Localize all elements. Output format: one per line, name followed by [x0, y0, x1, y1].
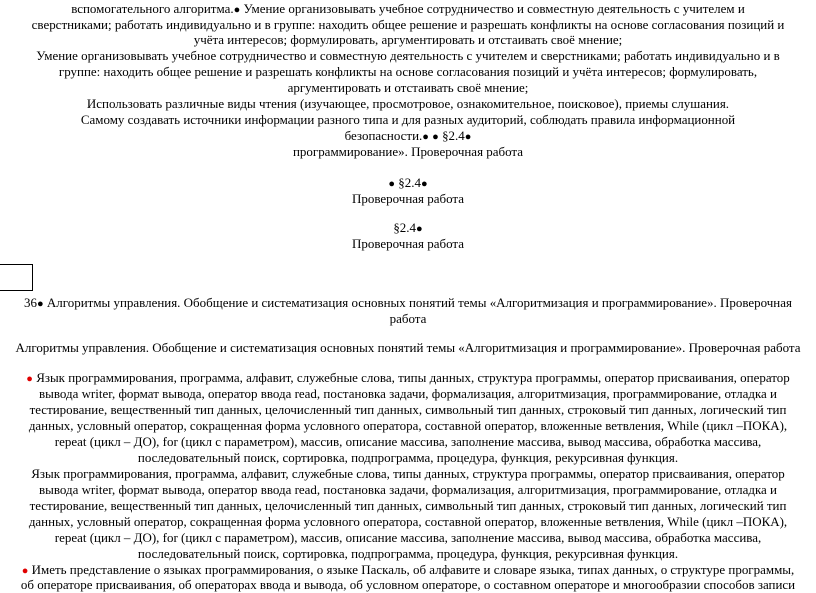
- text-line: Самому создавать источники информации разного типа и для разных аудиторий, соблюдать правила информационной: [80, 112, 736, 127]
- lesson-number: 36: [24, 295, 38, 310]
- text-fragment: Умение организовывать учебное сотрудничество и совместную деятельность с учителем и: [240, 1, 745, 16]
- text-line: тестирование, вещественный тип данных, целочисленный тип данных, символьный тип данных, строковый тип данных, логический тип: [29, 402, 787, 417]
- bullet-icon: ●: [26, 373, 33, 385]
- text-line: Умение организовывать учебное сотрудничество и совместную деятельность с учителем и сверстниками; работать индивидуально и в: [36, 48, 780, 63]
- text-fragment: Иметь представление о языках программирования, о языке Паскаль, об алфавите и словаре языка, типах данных, о структуре программы,: [28, 562, 795, 577]
- bullet-icon: ●: [388, 178, 396, 190]
- bullet-icon: ●: [432, 131, 439, 143]
- text-fragment: Алгоритмы управления. Обобщение и систематизация основных понятий темы «Алгоритмизация и программирование». Проверочная: [43, 295, 792, 310]
- text-line: работа: [389, 311, 427, 326]
- text-fragment: безопасности.: [344, 128, 423, 143]
- text-line: тестирование, вещественный тип данных, целочисленный тип данных, символьный тип данных, строковый тип данных, логический тип: [29, 498, 787, 513]
- text-line: Алгоритмы управления. Обобщение и систематизация основных понятий темы «Алгоритмизация и программирование». Проверочная работа: [15, 340, 801, 355]
- text-line: вывода writer, формат вывода, оператор ввода read, постановка задачи, формализация, алгоритмизация, программирование, отладка и: [38, 386, 777, 401]
- bullet-icon: ●: [422, 131, 429, 143]
- text-line: данных, условный оператор, сокращенная форма условного оператора, составной оператор, вложенные ветвления, While (цикл –ПОКА),: [28, 418, 788, 433]
- section-number: §2.4: [393, 220, 417, 235]
- text-line: repeat (цикл – ДО), for (цикл с параметром), массив, описание массива, заполнение массива, вывод массива, обработка массива,: [54, 434, 762, 449]
- text-line: учёта интересов; формулировать, аргументировать и отстаивать своё мнение;: [193, 32, 623, 47]
- table-cell-border: [0, 264, 33, 291]
- text-line: об операторе присваивания, об операторах ввода и вывода, об условном операторе, о составном операторе и многообразии способов записи: [20, 577, 796, 592]
- text-fragment: вспомогательного алгоритма.: [71, 1, 234, 16]
- bullet-icon: ●: [416, 223, 423, 235]
- text-fragment: Язык программирования, программа, алфавит, служебные слова, типы данных, структура программы, оператор присваивания, оператор: [32, 370, 790, 385]
- bullet-icon: ●: [420, 178, 428, 190]
- bullet-icon: ●: [21, 565, 29, 577]
- text-line: последовательный поиск, сортировка, подпрограмма, процедура, функция, рекурсивная функция.: [137, 546, 679, 561]
- text-line: группе: находить общее решение и разрешать конфликты на основе согласования позиций и учёта интересов; формулировать,: [58, 64, 758, 79]
- text-line: данных, условный оператор, сокращенная форма условного оператора, составной оператор, вложенные ветвления, While (цикл –ПОКА),: [28, 514, 788, 529]
- text-line: вывода writer, формат вывода, оператор ввода read, постановка задачи, формализация, алгоритмизация, программирование, отладка и: [38, 482, 777, 497]
- bullet-icon: ●: [37, 298, 44, 310]
- bullet-icon: ●: [464, 131, 472, 143]
- text-line: последовательный поиск, сортировка, подпрограмма, процедура, функция, рекурсивная функция.: [137, 450, 679, 465]
- text-line: repeat (цикл – ДО), for (цикл с параметром), массив, описание массива, заполнение массива, вывод массива, обработка массива,: [54, 530, 762, 545]
- text-line: программирование». Проверочная работа: [292, 144, 524, 159]
- section-number: §2.4: [398, 175, 421, 190]
- text-line: аргументировать и отстаивать своё мнение;: [287, 80, 529, 95]
- text-line: сверстниками; работать индивидуально и в группе: находить общее решение и разрешать конфликты на основе согласования позиций и: [31, 17, 785, 32]
- text-line: Использовать различные виды чтения (изучающее, просмотровое, ознакомительное, поисковое), приемы слушания.: [86, 96, 730, 111]
- bullet-icon: ●: [233, 4, 241, 16]
- section-number: §2.4: [438, 128, 465, 143]
- section-title: Проверочная работа: [352, 236, 464, 251]
- section-title: Проверочная работа: [352, 191, 464, 206]
- text-line: Язык программирования, программа, алфавит, служебные слова, типы данных, структура программы, оператор присваивания, оператор: [31, 466, 785, 481]
